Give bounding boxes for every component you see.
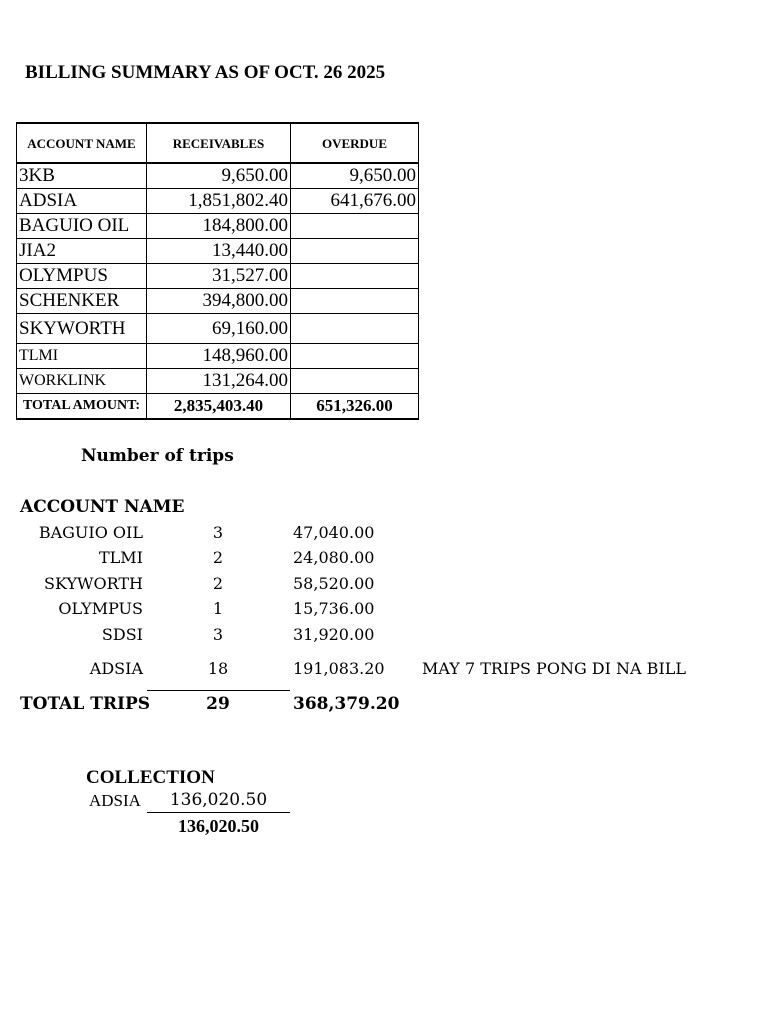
- trip-account-name: TLMI: [99, 548, 143, 567]
- account-name-cell: SCHENKER: [17, 288, 147, 313]
- trip-account-name: SDSI: [101, 625, 143, 644]
- receivables-cell: 69,160.00: [147, 313, 291, 343]
- trip-count: 2: [212, 574, 224, 593]
- total-trips-amount: 368,379.20: [293, 694, 400, 714]
- account-name-cell: BAGUIO OIL: [17, 213, 147, 238]
- trip-amount: 47,040.00: [293, 523, 375, 542]
- trips-account-heading: ACCOUNT NAME: [20, 497, 185, 517]
- trip-amount: 31,920.00: [293, 625, 375, 644]
- collection-account-name: ADSIA: [89, 791, 141, 810]
- trips-divider: [147, 690, 290, 691]
- account-name-cell: OLYMPUS: [17, 263, 147, 288]
- billing-summary-table: [16, 122, 419, 420]
- table-row: [17, 368, 419, 393]
- trip-count: 3: [212, 625, 224, 644]
- total-overdue: 651,326.00: [291, 393, 419, 419]
- list-item: [0, 574, 768, 598]
- table-row: [17, 188, 419, 213]
- account-name-cell: SKYWORTH: [17, 313, 147, 343]
- receivables-cell: 13,440.00: [147, 238, 291, 263]
- receivables-cell: 131,264.00: [147, 368, 291, 393]
- trip-account-name: ADSIA: [89, 659, 143, 678]
- overdue-cell: [291, 263, 419, 288]
- trip-count: 3: [212, 523, 224, 542]
- receivables-cell: 148,960.00: [147, 343, 291, 368]
- overdue-cell: [291, 368, 419, 393]
- header-account-name: ACCOUNT NAME: [17, 123, 147, 163]
- page-title: BILLING SUMMARY AS OF OCT. 26 2025: [25, 62, 386, 83]
- header-receivables: RECEIVABLES: [147, 123, 291, 163]
- billing-total-row: [17, 393, 419, 419]
- trip-count: 18: [207, 659, 229, 678]
- header-overdue: OVERDUE: [291, 123, 419, 163]
- trips-heading: Number of trips: [81, 446, 234, 466]
- overdue-cell: 641,676.00: [291, 188, 419, 213]
- trip-account-name: OLYMPUS: [58, 599, 143, 618]
- receivables-cell: 31,527.00: [147, 263, 291, 288]
- account-name-cell: ADSIA: [17, 188, 147, 213]
- trip-amount: 24,080.00: [293, 548, 375, 567]
- list-item: [0, 523, 768, 547]
- table-row: [17, 313, 419, 343]
- receivables-cell: 184,800.00: [147, 213, 291, 238]
- trip-count: 1: [212, 599, 224, 618]
- collection-total: 136,020.50: [178, 816, 259, 836]
- account-name-cell: TLMI: [17, 343, 147, 368]
- collection-amount: 136,020.50: [169, 790, 268, 810]
- overdue-cell: [291, 238, 419, 263]
- table-row: [17, 213, 419, 238]
- total-receivables: 2,835,403.40: [147, 393, 291, 419]
- total-trips-count: 29: [206, 694, 230, 714]
- list-item: [0, 548, 768, 572]
- trip-amount: 58,520.00: [293, 574, 375, 593]
- list-item: [0, 625, 768, 649]
- collection-divider: [147, 812, 290, 813]
- trip-amount: 15,736.00: [293, 599, 375, 618]
- total-amount-label: TOTAL AMOUNT:: [17, 393, 147, 419]
- trip-note: MAY 7 TRIPS PONG DI NA BILL: [422, 659, 687, 678]
- trip-account-name: SKYWORTH: [44, 574, 143, 593]
- overdue-cell: [291, 343, 419, 368]
- table-row: [17, 238, 419, 263]
- account-name-cell: WORKLINK: [17, 368, 147, 393]
- trip-amount: 191,083.20: [293, 659, 385, 678]
- table-row: [17, 163, 419, 188]
- trip-account-name: BAGUIO OIL: [38, 523, 143, 542]
- trips-total-row: [0, 694, 768, 718]
- overdue-cell: [291, 213, 419, 238]
- collection-heading: COLLECTION: [86, 767, 215, 788]
- billing-header-row: [17, 123, 419, 163]
- receivables-cell: 394,800.00: [147, 288, 291, 313]
- list-item: [0, 599, 768, 623]
- overdue-cell: 9,650.00: [291, 163, 419, 188]
- receivables-cell: 1,851,802.40: [147, 188, 291, 213]
- overdue-cell: [291, 288, 419, 313]
- account-name-cell: JIA2: [17, 238, 147, 263]
- overdue-cell: [291, 313, 419, 343]
- table-row: [17, 343, 419, 368]
- account-name-cell: 3KB: [17, 163, 147, 188]
- receivables-cell: 9,650.00: [147, 163, 291, 188]
- table-row: [17, 263, 419, 288]
- total-trips-label: TOTAL TRIPS: [20, 694, 151, 714]
- list-item: [0, 659, 768, 683]
- trip-count: 2: [212, 548, 224, 567]
- table-row: [17, 288, 419, 313]
